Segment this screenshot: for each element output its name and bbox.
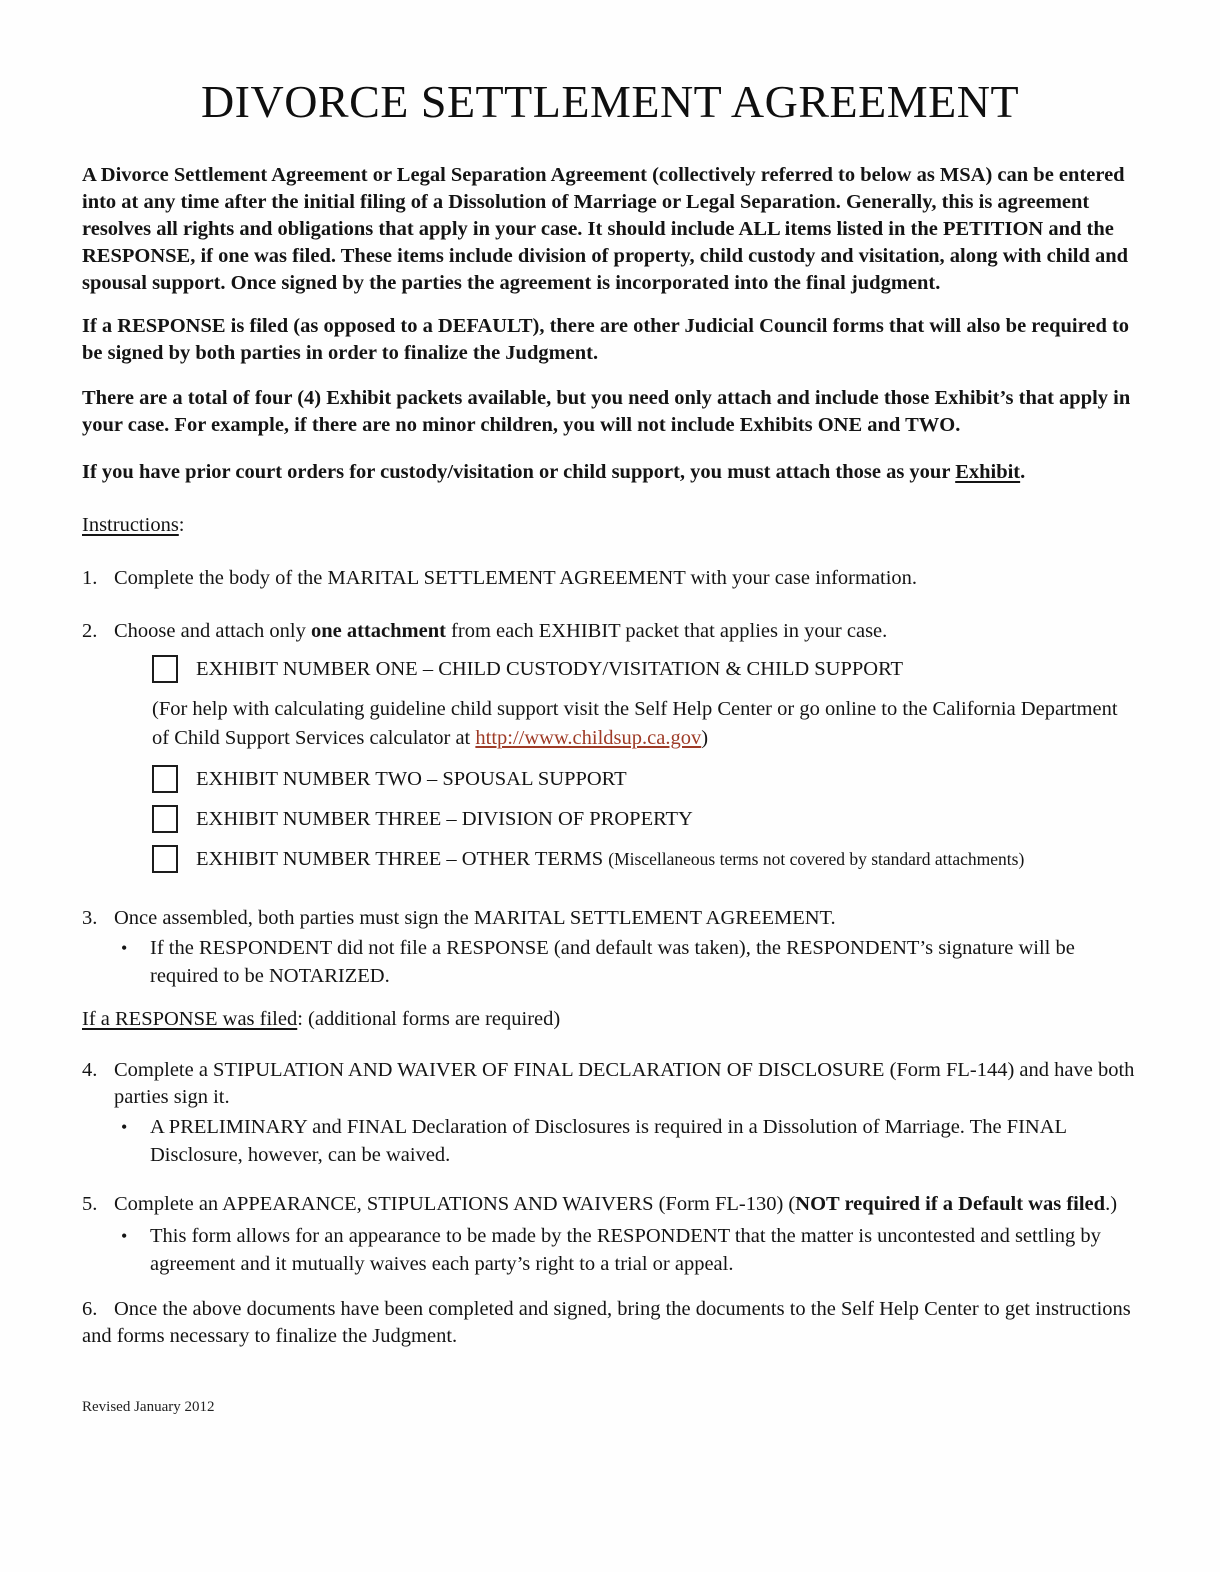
intro-paragraph-1: A Divorce Settlement Agreement or Legal Separation Agreement (collectively referred to below as MSA) can be entered into at any time after the initial filing of a Dissolution of Marriage or Legal Separation. Generally, this is agreement resolves all rights and obligations that apply in your case. It should include ALL items listed in the PETITION and the RESPONSE, if one was filed. These items include division of property, child custody and visitation, along with child and spousal support. Once signed by the parties the agreement is incorporated into the final judgment. <box>82 164 1129 294</box>
exhibit-underlined-word: Exhibit <box>955 461 1021 483</box>
step-4-number: 4. <box>82 1059 98 1081</box>
step-2-text-pre: Choose and attach only <box>114 620 311 642</box>
step-1-number: 1. <box>82 567 98 589</box>
exhibit-option-three <box>152 805 1138 833</box>
bullet-icon: • <box>121 1117 128 1137</box>
intro-paragraph-4 <box>82 459 1138 486</box>
intro-paragraph-2: If a RESPONSE is filed (as opposed to a DEFAULT), there are other Judicial Council forms that will also be required to be signed by both parties in order to finalize the Judgment. <box>82 315 1130 364</box>
step-4-bullet-text: A PRELIMINARY and FINAL Declaration of Disclosures is required in a Dissolution of Marriage. The FINAL Disclosure, however, can be waived. <box>150 1116 1067 1166</box>
exhibit-two-label: EXHIBIT NUMBER TWO – SPOUSAL SUPPORT <box>196 767 627 790</box>
bullet-icon: • <box>121 938 128 958</box>
step-5-number: 5. <box>82 1193 98 1215</box>
exhibit-other-terms-label-main: EXHIBIT NUMBER THREE – OTHER TERMS <box>196 847 609 870</box>
revision-note: Revised January 2012 <box>82 1399 215 1415</box>
child-support-help-note <box>152 695 1138 753</box>
step-5 <box>82 1191 1138 1218</box>
instructions-heading-colon: : <box>178 514 185 536</box>
instructions-heading <box>82 512 1138 539</box>
step-2 <box>82 618 1138 645</box>
step-6-text: Once the above documents have been completed and signed, bring the documents to the Self Help Center to get instructions and forms necessary to finalize the Judgment. <box>82 1298 1131 1347</box>
exhibit-one-checkbox[interactable] <box>152 655 178 683</box>
instructions-heading-text: Instructions <box>82 514 179 536</box>
page-title: DIVORCE SETTLEMENT AGREEMENT <box>200 76 1020 127</box>
exhibit-three-checkbox[interactable] <box>152 805 178 833</box>
step-6-number: 6. <box>82 1298 98 1320</box>
exhibit-one-label: EXHIBIT NUMBER ONE – CHILD CUSTODY/VISITATION & CHILD SUPPORT <box>196 657 904 680</box>
exhibit-option-two <box>152 765 1138 793</box>
step-1 <box>82 565 1138 592</box>
step-5-text-post: .) <box>1105 1193 1118 1215</box>
response-filed-heading <box>82 1006 1138 1033</box>
step-3 <box>82 905 1138 932</box>
step-2-text-bold: one attachment <box>310 620 446 642</box>
exhibit-two-checkbox[interactable] <box>152 765 178 793</box>
step-4 <box>82 1057 1138 1111</box>
exhibit-option-one <box>152 655 1138 683</box>
step-5-bullet-text: This form allows for an appearance to be made by the RESPONDENT that the matter is uncontested and settling by agreement and it mutually waives each party’s right to a trial or appeal. <box>150 1225 1101 1275</box>
step-3-bullet-text: If the RESPONDENT did not file a RESPONSE (and default was taken), the RESPONDENT’s signature will be required to be NOTARIZED. <box>150 937 1075 987</box>
step-4-bullet <box>121 1113 1138 1169</box>
intro-paragraph-4-period: . <box>1020 461 1026 483</box>
intro-paragraph-4-text: If you have prior court orders for custody/visitation or child support, you must attach those as your <box>82 461 956 483</box>
exhibit-other-terms-checkbox[interactable] <box>152 845 178 873</box>
step-5-text-bold: NOT required if a Default was filed <box>795 1193 1106 1215</box>
step-4-text: Complete a STIPULATION AND WAIVER OF FINAL DECLARATION OF DISCLOSURE (Form FL-144) and have both parties sign it. <box>114 1059 1135 1108</box>
step-2-number: 2. <box>82 620 98 642</box>
response-filed-underlined: If a RESPONSE was filed <box>82 1008 298 1030</box>
help-note-pre: (For help with calculating guideline child support visit the Self Help Center or go online to the California Department of Child Support Services calculator at <box>152 698 1118 749</box>
step-5-bullet <box>121 1222 1138 1278</box>
step-3-number: 3. <box>82 907 98 929</box>
step-1-text: Complete the body of the MARITAL SETTLEMENT AGREEMENT with your case information. <box>114 567 918 589</box>
step-5-text-pre: Complete an APPEARANCE, STIPULATIONS AND WAIVERS (Form FL-130) ( <box>114 1193 796 1215</box>
step-2-text-post: from each EXHIBIT packet that applies in your case. <box>445 620 888 642</box>
exhibit-three-label: EXHIBIT NUMBER THREE – DIVISION OF PROPERTY <box>196 807 693 830</box>
step-3-text: Once assembled, both parties must sign the MARITAL SETTLEMENT AGREEMENT. <box>114 907 836 929</box>
step-3-bullet <box>121 934 1138 990</box>
exhibit-option-other-terms <box>152 845 1138 873</box>
response-filed-rest: : (additional forms are required) <box>297 1008 561 1030</box>
intro-paragraph-3: There are a total of four (4) Exhibit packets available, but you need only attach and include those Exhibit’s that apply in your case. For example, if there are no minor children, you will not include Exhibits ONE and TWO. <box>82 387 1131 436</box>
help-note-post: ) <box>701 727 709 749</box>
exhibit-other-terms-label <box>196 846 1024 873</box>
bullet-icon: • <box>121 1226 128 1246</box>
step-6 <box>82 1296 1138 1350</box>
childsup-link[interactable]: http://www.childsup.ca.gov <box>475 727 702 749</box>
exhibit-other-terms-note: (Miscellaneous terms not covered by standard attachments) <box>608 848 1025 869</box>
